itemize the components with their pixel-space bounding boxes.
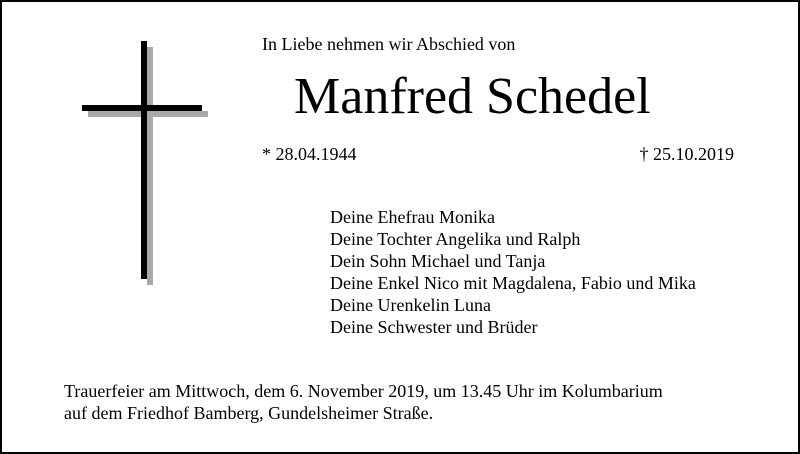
cross-shadow-vertical — [147, 47, 153, 285]
service-line: auf dem Friedhof Bamberg, Gundelsheimer Straße. — [64, 403, 434, 423]
mourners-list — [330, 206, 696, 338]
mourner-item: Deine Schwester und Brüder — [330, 317, 538, 337]
mourner-item: Deine Urenkelin Luna — [330, 295, 491, 315]
cross-vertical-beam — [141, 41, 147, 279]
intro-line: In Liebe nehmen wir Abschied von — [262, 34, 516, 54]
cross-icon — [2, 2, 222, 302]
cross-horizontal-beam — [82, 105, 202, 111]
mourner-item: Dein Sohn Michael und Tanja — [330, 251, 546, 271]
deceased-name: Manfred Schedel — [294, 68, 651, 125]
death-date: † 25.10.2019 — [639, 144, 734, 164]
cross-shadow-horizontal — [88, 111, 208, 117]
birth-date: * 28.04.1944 — [262, 144, 357, 164]
funeral-service-info — [64, 380, 663, 424]
mourner-item: Deine Tochter Angelika und Ralph — [330, 229, 581, 249]
service-line: Trauerfeier am Mittwoch, dem 6. November 2019, um 13.45 Uhr im Kolumbarium — [64, 381, 663, 401]
mourner-item: Deine Ehefrau Monika — [330, 207, 495, 227]
mourner-item: Deine Enkel Nico mit Magdalena, Fabio und Mika — [330, 273, 696, 293]
